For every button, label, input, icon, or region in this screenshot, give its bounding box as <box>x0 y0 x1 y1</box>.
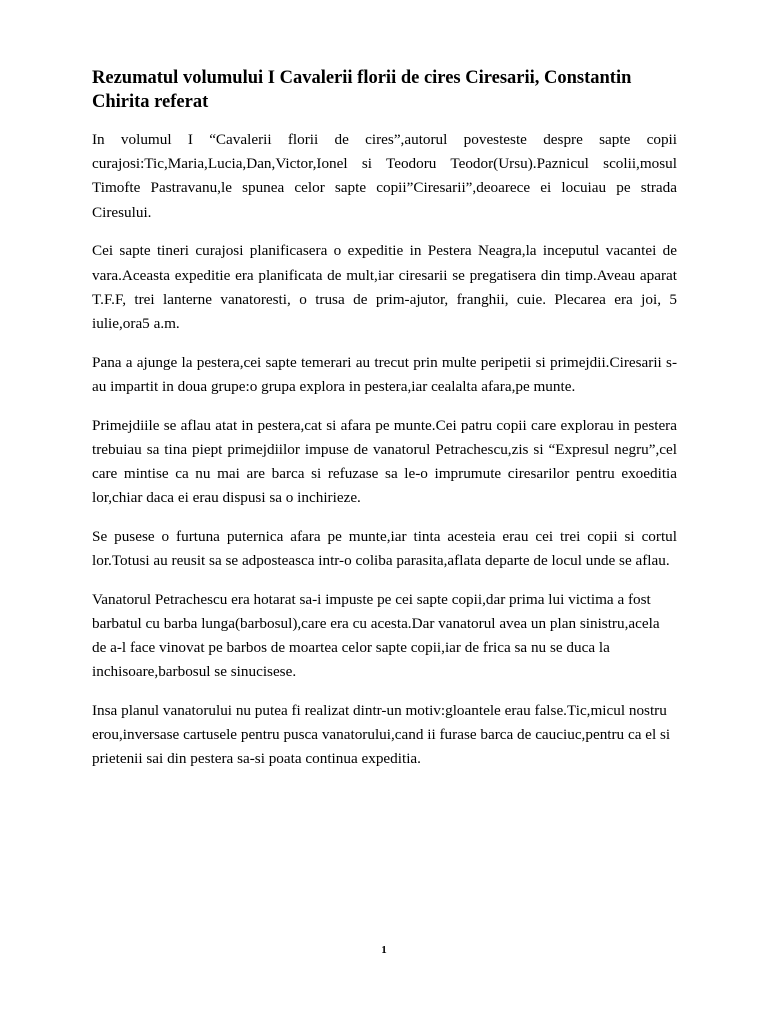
paragraph-expedition-plan: Cei sapte tineri curajosi planificasera o expeditie in Pestera Neagra,la inceputul vacantei de vara.Aceasta expeditie era planificata de mult,iar ciresarii se pregatisera din timp.Aveau aparat T.F.F, trei lanterne vanatoresti, o trusa de prim-ajutor, franghii, cuie. Plecarea era joi, 5 iulie,ora5 a.m. <box>92 242 677 332</box>
paragraph-storm: Se pusese o furtuna puternica afara pe munte,iar tinta acesteia erau cei trei copii si cortul lor.Totusi au reusit sa se adposteasca intr-o coliba parasita,aflata departe de locul unde se aflau. <box>92 527 677 570</box>
paragraph-journey: Pana a ajunge la pestera,cei sapte temerari au trecut prin multe peripetii si primejdii.Ciresarii s-au impartit in doua grupe:o grupa explora in pestera,iar cealalta afara,pe munte. <box>92 353 677 395</box>
paragraph-false-bullets: Insa planul vanatorului nu putea fi realizat dintr-un motiv:gloantele erau false.Tic,micul nostru erou,inversase cartusele pentru pusca vanatorului,cand ii furase barca de cauciuc,pentru ca el si prietenii sai din pestera sa-si poata continua expeditia. <box>92 702 671 768</box>
paragraph-intro: In volumul I “Cavalerii florii de cires”,autorul povesteste despre sapte copii curajosi:Tic,Maria,Lucia,Dan,Victor,Ionel si Teodoru Teodor(Ursu).Paznicul scolii,mosul Timofte Pastravanu,le spunea celor sapte copii”Ciresarii”,deoarece ei locuiau pe strada Ciresului. <box>92 131 677 221</box>
page-number: 1 <box>381 944 387 956</box>
paragraph-dangers: Primejdiile se aflau atat in pestera,cat si afara pe munte.Cei patru copii care explorau in pestera trebuiau sa tina piept primejdiilor impuse de vanatorul Petrachescu,zis si “Expresul negru”,cel care mintise ca nu mai are barca si refuzase sa le-o imprumute ciresarilor pentru exoeditia lor,chiar daca ei erau dispusi sa o inchirieze. <box>92 416 677 507</box>
document-body <box>92 66 677 786</box>
paragraph-hunter-plan: Vanatorul Petrachescu era hotarat sa-i impuste pe cei sapte copii,dar prima lui victima a fost barbatul cu barba lunga(barbosul),care era cu acesta.Dar vanatorul avea un plan sinistru,acela de a-l face vinovat pe barbos de moartea celor sapte copii,iar de frica sa nu se duca la inchisoare,barbosul se sinucisese. <box>92 590 660 681</box>
document-title: Rezumatul volumului I Cavalerii florii de cires Ciresarii, Constantin Chirita referat <box>92 68 632 112</box>
